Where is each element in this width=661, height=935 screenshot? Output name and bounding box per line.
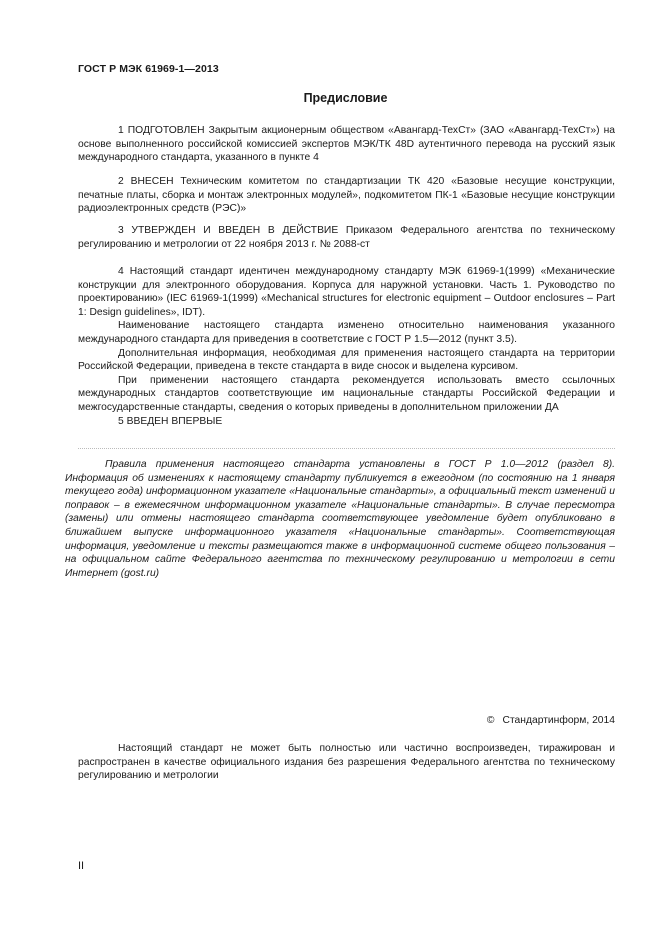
section-1-text: 1 ПОДГОТОВЛЕН Закрытым акционерным обществом «Авангард-ТехСт» (ЗАО «Авангард-ТехСт») на основе выполненного российской комиссией экспертов МЭК/ТК 48D аутентичного перевода на русский язык международного стандарта, указанного в пункте 4 (78, 125, 615, 164)
section-5 (78, 415, 615, 429)
copyright (420, 715, 615, 726)
page-title-text: Предисловие (303, 91, 388, 105)
section-3 (78, 224, 615, 251)
section-4-para-2: Наименование настоящего стандарта изменено относительно наименования указанного международного стандарта для приведения в соответствие с ГОСТ Р 1.5—2012 (пункт 3.5). (78, 320, 615, 345)
section-3-text: 3 УТВЕРЖДЕН И ВВЕДЕН В ДЕЙСТВИЕ Приказом Федерального агентства по техническому регулированию и метрологии от 22 ноября 2013 г. № 2088-ст (78, 225, 615, 250)
section-4-para-4: При применении настоящего стандарта рекомендуется использовать вместо ссылочных международных стандартов соответствующие им национальные стандарты Российской Федерации и межгосударственные стандарты, сведения о которых приведены в дополнительном приложении ДА (78, 374, 615, 413)
section-4-para-3: Дополнительная информация, необходимая для применения настоящего стандарта на территории Российской Федерации, приведена в тексте стандарта в виде сносок и выделена курсивом. (78, 347, 615, 373)
page-title (0, 91, 661, 105)
section-2-text: 2 ВНЕСЕН Техническим комитетом по стандартизации ТК 420 «Базовые несущие конструкции, печатные платы, сборка и монтаж электронных модулей», подкомитетом ПК-1 «Базовые несущие конструкции радиоэлектронных средств (РЭС)» (78, 176, 615, 215)
section-4 (78, 265, 615, 415)
reproduction-text: Настоящий стандарт не может быть полностью или частично воспроизведен, тиражирован и распространен в качестве официального издания без разрешения Федерального агентства по техническому регулированию и метрологии (78, 743, 615, 782)
section-1 (78, 124, 615, 165)
document-header: ГОСТ Р МЭК 61969-1—2013 (78, 63, 219, 75)
separator-line (78, 448, 615, 449)
section-4-para-1: 4 Настоящий стандарт идентичен международному стандарту МЭК 61969-1(1999) «Механические конструкции для электронного оборудования. Корпуса для наружной установки. Часть 1. Руководство по проектированию» (IEC 61969-1(1999) «Mechanical structures for electronic equipment – Outdoor enclosures – Part 1: Design guidelines», IDT). (78, 266, 615, 318)
application-rules-text: Правила применения настоящего стандарта установлены в ГОСТ Р 1.0—2012 (раздел 8). Информация об изменениях к настоящему стандарту публикуется в ежегодном (по состоянию на 1 января текущего года) информационном указателе «Национальные стандарты», а официальный текст изменений и поправок – в ежемесячном информационном указателе «Национальные стандарты». В случае пересмотра (замены) или отмены настоящего стандарта соответствующее уведомление будет опубликовано в ближайшем выпуске информационного указателя «Национальные стандарты». Соответствующая информация, уведомление и тексты размещаются также в информационной системе общего пользования – на официальном сайте Федерального агентства по техническому регулированию и метрологии в сети Интернет (gost.ru) (65, 459, 615, 579)
section-2 (78, 175, 615, 216)
copyright-text: Стандартинформ, 2014 (502, 715, 615, 726)
section-5-text: 5 ВВЕДЕН ВПЕРВЫЕ (118, 416, 223, 427)
application-rules-notice (65, 458, 615, 580)
page-number: II (78, 860, 85, 872)
copyright-icon: © (486, 715, 495, 726)
reproduction-notice (78, 742, 615, 783)
